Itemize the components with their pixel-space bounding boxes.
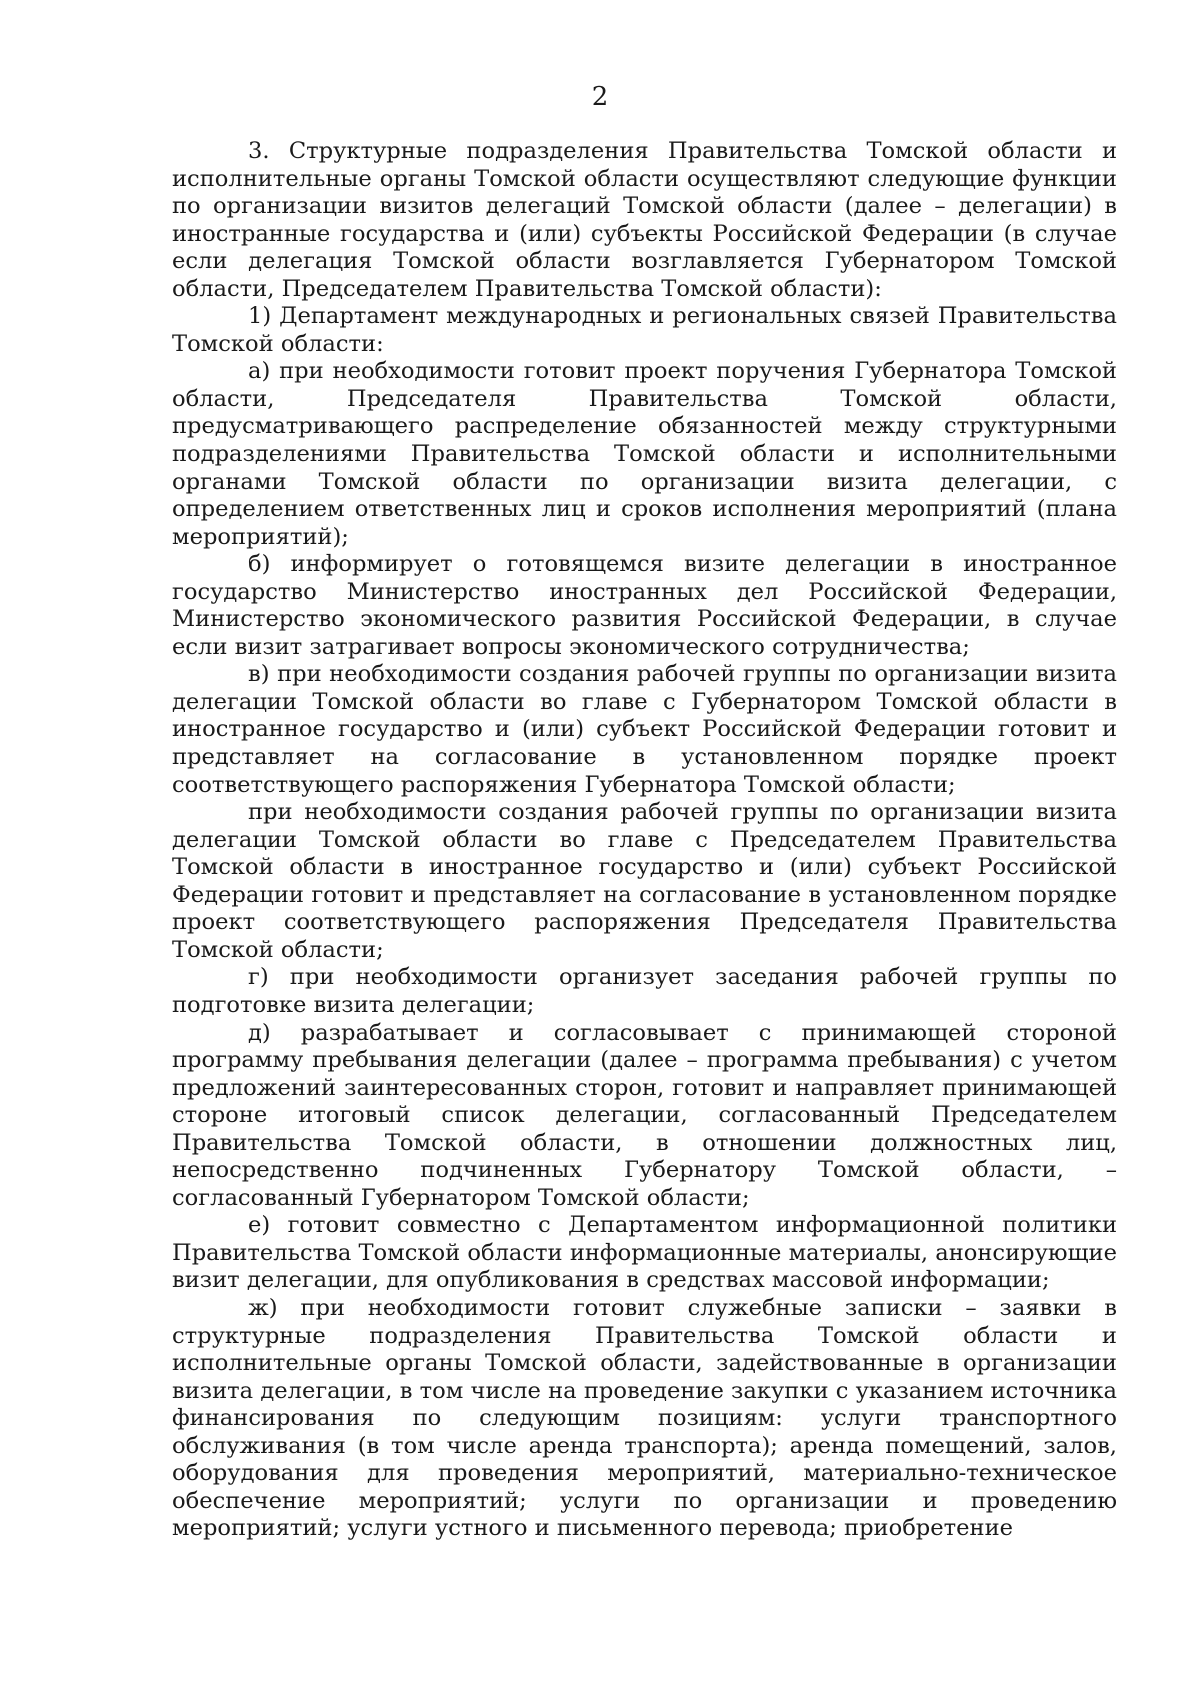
document-body xyxy=(172,138,1117,1543)
paragraph-subitem-d: д) разрабатывает и согласовывает с принимающей стороной программу пребывания делегации (далее – программа пребывания) с учетом предложений заинтересованных сторон, готовит и направляет принимающей стороне итоговый список делегации, согласованный Председателем Правительства Томской области, в отношении должностных лиц, непосредственно подчиненных Губернатору Томской области, – согласованный Губернатором Томской области; xyxy=(172,1019,1117,1211)
paragraph-subitem-zh: ж) при необходимости готовит служебные записки – заявки в структурные подразделения Правительства Томской области и исполнительные органы Томской области, задействованные в организации визита делегации, в том числе на проведение закупки с указанием источника финансирования по следующим позициям: услуги транспортного обслуживания (в том числе аренда транспорта); аренда помещений, залов, оборудования для проведения мероприятий, материально-техническое обеспечение мероприятий; услуги по организации и проведению мероприятий; услуги устного и письменного перевода; приобретение xyxy=(172,1294,1117,1542)
paragraph-subitem-e: е) готовит совместно с Департаментом информационной политики Правительства Томской области информационные материалы, анонсирующие визит делегации, для опубликования в средствах массовой информации; xyxy=(172,1212,1117,1294)
paragraph-subitem-1-department: 1) Департамент международных и региональных связей Правительства Томской области: xyxy=(172,303,1117,357)
paragraph-subitem-g: г) при необходимости организует заседания рабочей группы по подготовке визита делегации; xyxy=(172,964,1117,1018)
paragraph-item-3-intro: 3. Структурные подразделения Правительства Томской области и исполнительные органы Томской области осуществляют следующие функции по организации визитов делегаций Томской области (далее – делегации) в иностранные государства и (или) субъекты Российской Федерации (в случае если делегация Томской области возглавляется Губернатором Томской области, Председателем Правительства Томской области): xyxy=(172,138,1117,302)
paragraph-subitem-v: в) при необходимости создания рабочей группы по организации визита делегации Томской области во главе с Губернатором Томской области в иностранное государство и (или) субъект Российской Федерации готовит и представляет на согласование в установленном порядке проект соответствующего распоряжения Губернатора Томской области; xyxy=(172,661,1117,798)
page-number: 2 xyxy=(591,82,609,112)
paragraph-subitem-v-continued: при необходимости создания рабочей группы по организации визита делегации Томской области во главе с Председателем Правительства Томской области в иностранное государство и (или) субъект Российской Федерации готовит и представляет на согласование в установленном порядке проект соответствующего распоряжения Председателя Правительства Томской области; xyxy=(172,799,1117,963)
paragraph-subitem-b: б) информирует о готовящемся визите делегации в иностранное государство Министерство иностранных дел Российской Федерации, Министерство экономического развития Российской Федерации, в случае если визит затрагивает вопросы экономического сотрудничества; xyxy=(172,551,1117,660)
paragraph-subitem-a: а) при необходимости готовит проект поручения Губернатора Томской области, Председателя Правительства Томской области, предусматривающего распределение обязанностей между структурными подразделениями Правительства Томской области и исполнительными органами Томской области по организации визита делегации, с определением ответственных лиц и сроков исполнения мероприятий (плана мероприятий); xyxy=(172,358,1117,550)
